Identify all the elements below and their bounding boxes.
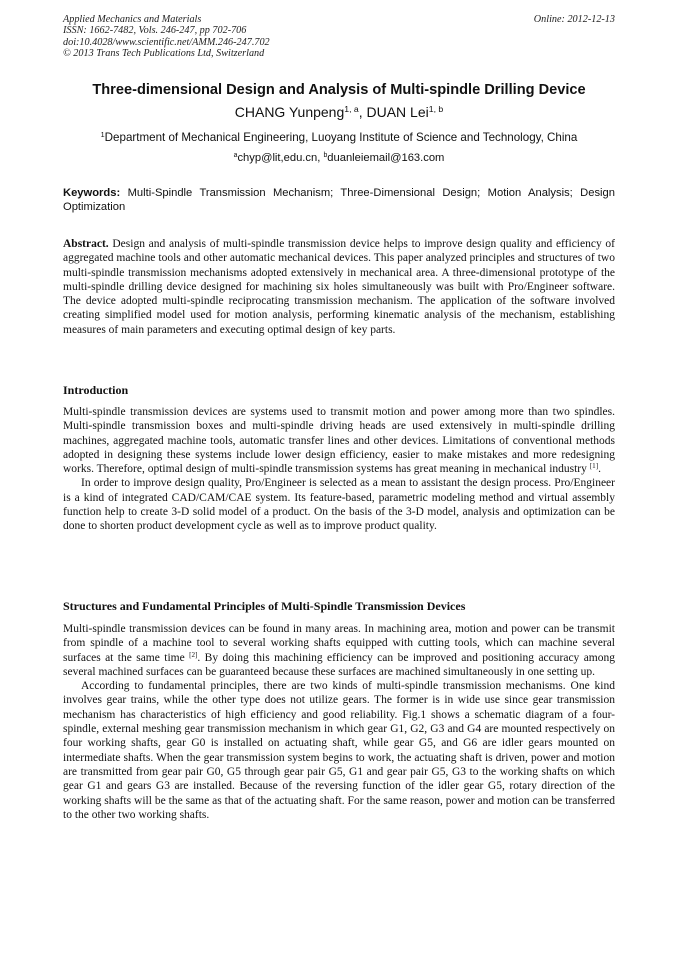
- author-line: [40, 103, 638, 121]
- email-b: duanleiemail@163.com: [327, 152, 445, 164]
- structures-paragraph-2: According to fundamental principles, there are two kinds of multi-spindle transmission mechanisms. One kind involves gear trains, while the other type does not utilize gears. The former is in wide use since gear transmission mechanism has characteristics of high efficiency and good reliability. Fig.1 shows a schematic diagram of a four-spindle, external meshing gear transmission mechanism in which gear G1, G2, G3 and G4 are mounted respectively on four working shafts, gear G0 is installed on actuating shaft, while gear G5, and G6 are idler gears mounted on intermediate shafts. When the gear transmission system begins to work, the actuating shaft is driven, power and motion are transmitted from gear pair G0, G5 through gear pair G5, G1 and gear pair G5, G3 to the working shafts on which gear G1 and gears G3 are installed. Because of the reversing function of the idler gear G5, rotary direction of the working shafts will be the same as that of the actuating shaft. For the same reason, power and motion can be transferred to the other two working shafts.: [63, 680, 615, 821]
- structures-body: [63, 622, 615, 822]
- email-a-sup: a: [233, 152, 238, 160]
- affiliation-sup: 1: [100, 130, 105, 140]
- keywords-label: Keywords:: [63, 187, 121, 199]
- citation-ref-2: [2]: [189, 650, 198, 659]
- email-a: chyp@lit,edu.cn,: [237, 152, 324, 164]
- keywords: [63, 186, 615, 215]
- citation-ref-1: [1]: [589, 462, 599, 471]
- copyright-line: © 2013 Trans Tech Publications Ltd, Switzerland: [63, 48, 265, 60]
- introduction-paragraph-2: In order to improve design quality, Pro/Engineer is selected as a mean to assistant the design process. Pro/Engineer is a kind of integrated CAD/CAM/CAE system. Its feature-based, parametric modeling method and virtual assembly function help to create 3-D solid model of a product. On the basis of the 3-D model, analysis and optimization can be done to shorten product development cycle as well as to improve product quality.: [63, 477, 615, 533]
- author-2-sup: 1, b: [428, 104, 444, 115]
- email-b-sup: b: [323, 152, 328, 160]
- online-date: Online: 2012-12-13: [533, 14, 615, 25]
- structures-heading: Structures and Fundamental Principles of Multi-Spindle Transmission Devices: [63, 599, 466, 613]
- abstract-text: Design and analysis of multi-spindle transmission device helps to improve design quality and efficiency of aggregated machine tools and other automatic mechanical devices. This paper analyzed principles and structures of two multi-spindle transmission mechanisms adopted extensively in mechanical area. A three-dimensional prototype of the multi-spindle drilling device designed for machining six holes simultaneously was built with Pro/Engineer software. The device adopted multi-spindle reciprocating transmission mechanism. The application of the software involved creating simplified model used for motion analysis, performing kinematic analysis of the mechanism, establishing measures of main parameters and executing optimal design of key parts.: [63, 238, 615, 336]
- introduction-heading: Introduction: [63, 383, 129, 397]
- abstract: [63, 237, 615, 337]
- author-separator: ,: [358, 104, 367, 120]
- introduction-paragraph-1: Multi-spindle transmission devices are systems used to transmit motion and power among more than two spindles. Multi-spindle transmission boxes and multi-spindle driving heads are used extensively in multi-spindle drilling machines, aggregated machine tools, automatic transfer lines and other devices. Limitations of conventional methods adopted in designing these systems include lower design efficiency, easier to make mistakes and more redesigning works. Therefore, optimal design of multi-spindle transmission systems has great meaning in mechanical industry [1].: [63, 406, 615, 476]
- author-2-name: DUAN Lei: [366, 104, 429, 120]
- email-line: [40, 151, 638, 166]
- keywords-text: Multi-Spindle Transmission Mechanism; Three-Dimensional Design; Motion Analysis; Design Optimization: [63, 187, 615, 214]
- doi-line: doi:10.4028/www.scientific.net/AMM.246-247.702: [63, 36, 270, 48]
- affiliation: [40, 130, 638, 145]
- structures-paragraph-1: Multi-spindle transmission devices can be found in many areas. In machining area, motion and power can be transmit from spindle of a machine tool to several working shafts equipped with cutting tools, which can machine several surfaces at the same time [2]. By doing this machining efficiency can be improved and positioning accuracy among several machined surfaces can be guaranteed because these surfaces are machined simultaneously in one setting up.: [63, 623, 615, 678]
- author-1-name: CHANG Yunpeng: [234, 104, 345, 120]
- journal-name: Applied Mechanics and Materials: [63, 14, 202, 25]
- paper-title: Three-dimensional Design and Analysis of Multi-spindle Drilling Device: [92, 82, 586, 98]
- affiliation-text: Department of Mechanical Engineering, Luoyang Institute of Science and Technology, China: [104, 131, 578, 144]
- abstract-label: Abstract.: [63, 238, 109, 250]
- introduction-body: [63, 405, 615, 534]
- author-1-sup: 1, a: [344, 104, 359, 115]
- journal-header: [63, 14, 615, 60]
- issn-line: ISSN: 1662-7482, Vols. 246-247, pp 702-706: [63, 25, 247, 37]
